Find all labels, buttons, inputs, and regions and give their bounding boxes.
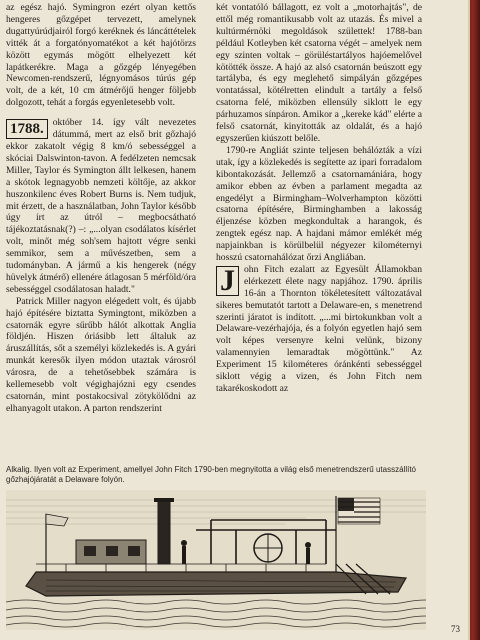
paragraph-text: ohn Fitch ezalatt az Egyesült Államokban elérkezett élete nagy napjához. 1790. április 16-án a Thornton tökéletesített változatával sikeres bemutatót tartott a Delaware-en, s menetrend szerinti járatot is indított. „...mi birtokunkban volt a Delaware-vezérhajója, és a folyón egyetlen hajó sem volt képes versenyre kelni velünk, bizony valamennyien lemaradtak mögöttünk." Az Experiment 15 kilométeres óránkénti sebességgel siklott végig a vizen, és John Fitch nem takarékoskodott az (216, 263, 422, 394)
paragraph: két vontatóló bállagott, ez volt a „motorhajtás", de ettől még romantikusabb volt az utazás. És mivel a kultúrmérnöki megoldások születtek! 1788-ban például Kotleyben két csatorna végét – amelyek nem egy szinten voltak – görüléstartályos hajóemelővel kötötték össze. A hajó az alsó csatornán beúszott egy tartályba, és egy meglehető simpályán gőzgépes vontatással, kötélretten elindult a tartály a felső csatorna felé, miközben ellensúly siklott le egy párhuzamos sínpáron. Amikor a „kereke kád" elérte a felső csatornát, kinyitották az oldalát, és a hajó egyszerűen kiúszott belőle. (216, 2, 422, 144)
paragraph: 1790-re Angliát szinte teljesen behálózták a vízi utak, így a közlekedés is segítette az ipari forradalom kibontakozását. Jellemző a csatornamániára, hogy amikor ebben az évben a parlament megadta az engedélyt a Birmingham–Wolverhampton közötti csatorna építésére, Birminghamben a lakosság éljenzése közben megkondultak a harangok, és zengtek egész nap. A hajdani mámor emlékét még napjainkban is körülbelül négyezer kilométernyi hosszú csatornahálózat őrzi Angliában. (216, 144, 422, 264)
left-text-column (6, 2, 196, 415)
paragraph: az egész hajó. Symingron ezért olyan kettős hengeres gőzgépet tervezett, amelynek dugattyúrúdjairól forgó keréknek és láncáttételek vitték át a forgatónyomatékot a két hajótörzs között egymás mögött elhelyezett két lapátkerékre. Maga a gőzgép lényegében Newcomen-rendszerű, légnyomásos túrús gép volt, de a két, 10 cm átmérőjű henger följebb dolgozott, tehát a forgás egyenletesebb volt. (6, 2, 196, 109)
right-text-column (216, 2, 422, 395)
steamboat-engraving (6, 490, 426, 630)
book-spine (468, 0, 480, 640)
figure-caption: Alkalig. Ilyen volt az Experiment, amellyel John Fitch 1790-ben megnyitotta a világ első menetrendszerű utasszállító gőzhajójáratát a Delaware folyón. (6, 465, 416, 484)
american-flag-icon (338, 498, 380, 524)
page-number: 73 (451, 624, 460, 634)
paragraph: Patrick Miller nagyon elégedett volt, és újabb hajó építésére biztatta Symingtont, miközben a csatornák egyre sűrűbb hálót alkottak Anglia földjén. Hiszen óriásibb lett általuk az áruszállítás, sőt a személyi közlekedés is. A gyári munkát keresők ilyen módon utaztak városról városra, de a tehetősebbek számára is kellemesebb volt végighajózni egy csendes csatornán, mint postakocsival zötykölődni az elhanyagolt utakon. A parton rendszerint (6, 295, 196, 414)
paragraph-with-dropcap (216, 264, 422, 395)
paragraph-with-year (6, 117, 196, 296)
year-label: 1788. (6, 119, 48, 139)
paragraph-text: október 14. így vált nevezetes dátummá, mert az első brit gőzhajó ekkor zakatolt végig 8 km/ó sebességgel a skóciai Dalswinton-tavon. A fedélzeten nemcsak Miller, Taylor és Symington állt lelkesen, hanem a skótok legnagyobb nemzeti költője, az akkor huszonkilenc éves Robert Burns is. Nem tudjuk, mit érzett, de a használatban, John Taylor később úgy írt az útról – megbocsátható tájékoztatásnak(?) –: „...olyan csodálatos kísérlet volt, minőt még soh'sem hajtott végre senki semmikor, sem a művészetben, sem a tudományban. A jármű a kis hengerek (négy hüvelyk átmérő) ellenére átlagosan 5 mérföld/óra sebességgel csodálatosan haladt." (6, 117, 196, 295)
drop-cap: J (216, 266, 239, 296)
